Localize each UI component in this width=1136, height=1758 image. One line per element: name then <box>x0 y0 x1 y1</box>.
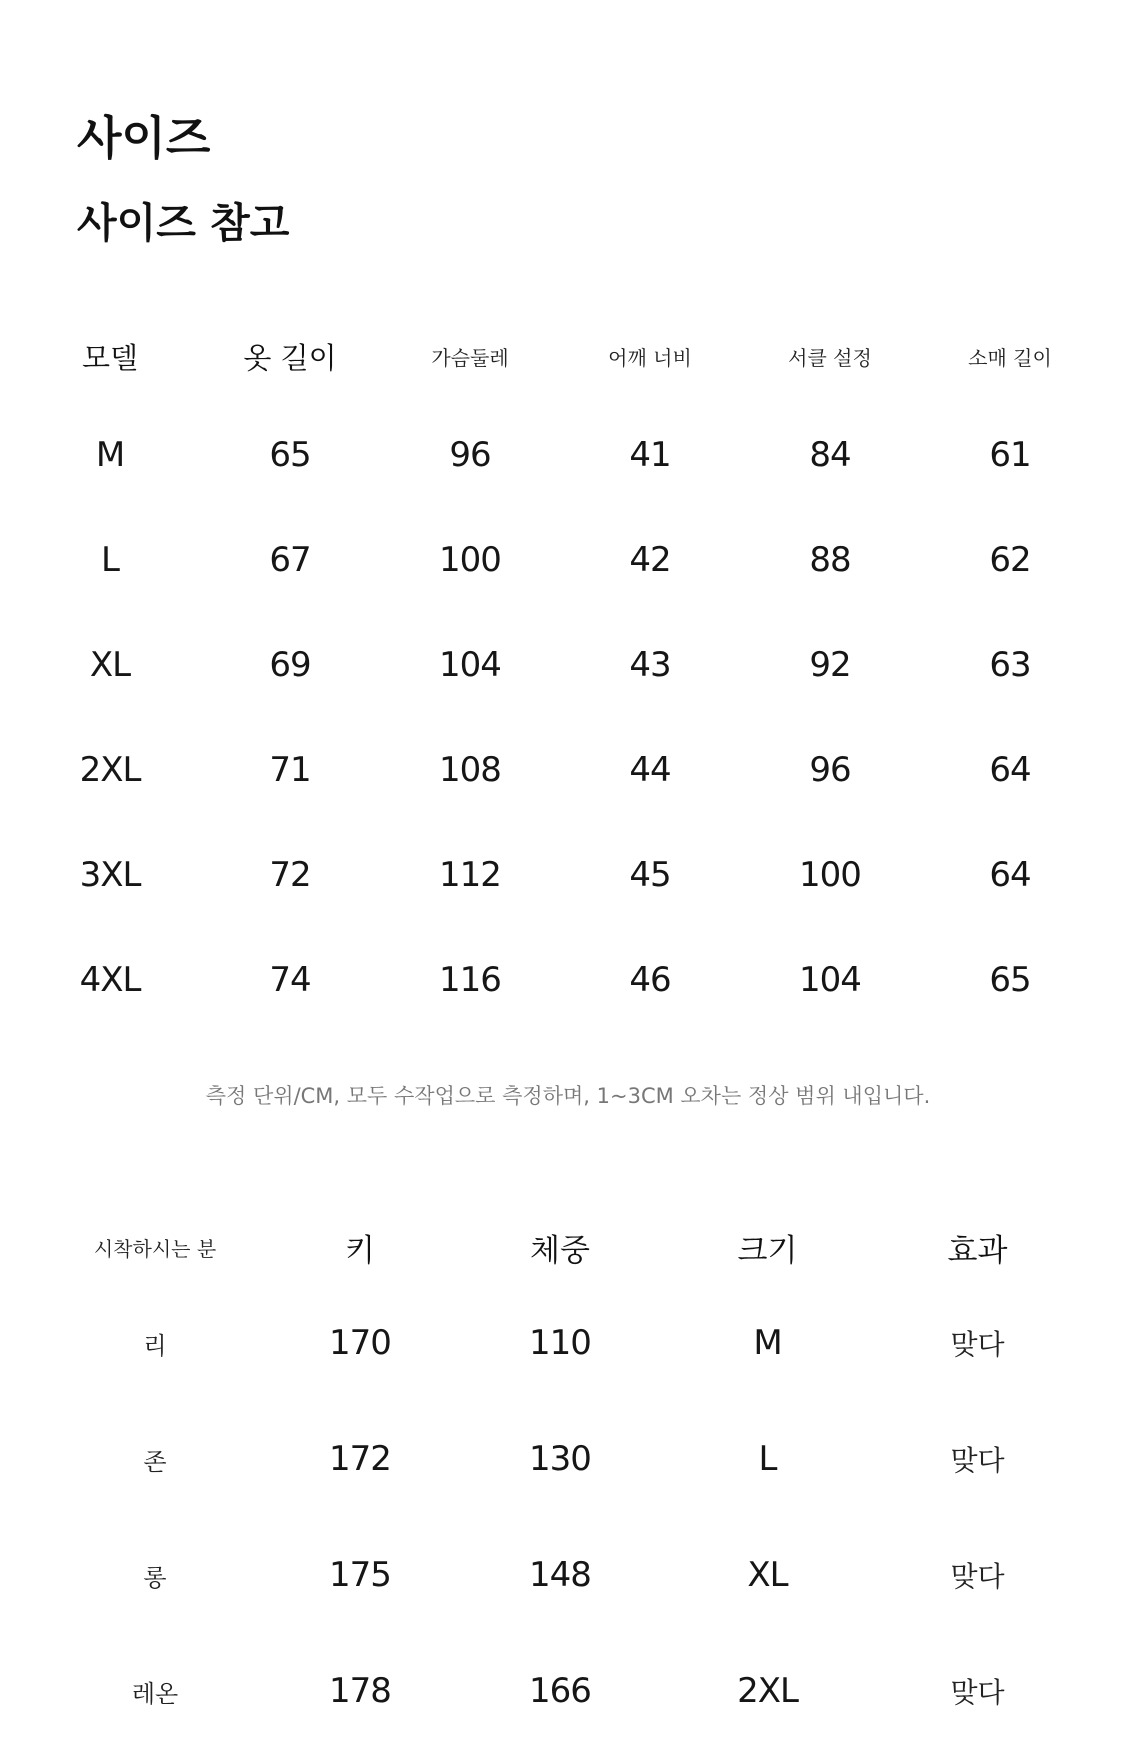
cell-hem: 88 <box>809 539 851 580</box>
cell-sleeve: 61 <box>989 434 1031 475</box>
cell-chest: 104 <box>439 644 501 685</box>
cell-height: 178 <box>329 1671 391 1711</box>
cell-size: 2XL <box>79 749 141 790</box>
cell-fit: 맞다 <box>950 1676 1005 1709</box>
cell-fit: 맞다 <box>950 1444 1005 1477</box>
column-header-fit: 효과 <box>947 1233 1008 1269</box>
cell-person: 롱 <box>143 1563 167 1592</box>
table-row <box>50 1633 1080 1749</box>
cell-size: M <box>753 1323 782 1363</box>
cell-person: 레온 <box>131 1679 179 1708</box>
table-row <box>20 612 1100 717</box>
cell-chest: 108 <box>439 749 501 790</box>
cell-size: M <box>95 434 125 475</box>
page-title: 사이즈 <box>77 111 211 165</box>
fitting-reference-table <box>50 1210 1080 1749</box>
table-row <box>20 927 1100 1032</box>
cell-weight: 130 <box>529 1439 591 1479</box>
column-header-model-person: 시착하시는 분 <box>93 1237 217 1261</box>
cell-hem: 92 <box>809 644 851 685</box>
cell-sleeve: 64 <box>989 749 1031 790</box>
column-header-hem: 서클 설정 <box>788 345 872 370</box>
column-header-chest: 가슴둘레 <box>431 345 509 370</box>
cell-person: 존 <box>143 1447 167 1476</box>
measurement-note: 측정 단위/CM, 모두 수작업으로 측정하며, 1~3CM 오차는 정상 범위 내입니다. <box>205 1084 931 1108</box>
cell-length: 71 <box>269 749 311 790</box>
column-header-model: 모델 <box>81 340 139 375</box>
table-row <box>50 1401 1080 1517</box>
column-header-weight: 체중 <box>530 1233 590 1269</box>
cell-weight: 110 <box>529 1323 591 1363</box>
cell-fit: 맞다 <box>950 1328 1005 1361</box>
cell-size: L <box>101 539 119 580</box>
column-header-height: 키 <box>345 1233 375 1269</box>
cell-chest: 112 <box>439 854 501 895</box>
cell-shoulder: 44 <box>629 749 671 790</box>
table-row <box>20 402 1100 507</box>
cell-sleeve: 63 <box>989 644 1031 685</box>
column-header-sleeve: 소매 길이 <box>968 345 1052 370</box>
cell-length: 74 <box>269 959 311 1000</box>
table-row <box>50 1285 1080 1401</box>
cell-length: 67 <box>269 539 311 580</box>
cell-size: XL <box>747 1555 788 1595</box>
cell-sleeve: 62 <box>989 539 1031 580</box>
cell-sleeve: 64 <box>989 854 1031 895</box>
table-row <box>20 717 1100 822</box>
size-chart-body <box>20 402 1100 1032</box>
cell-shoulder: 42 <box>629 539 671 580</box>
cell-height: 170 <box>329 1323 391 1363</box>
cell-shoulder: 43 <box>629 644 671 685</box>
cell-hem: 84 <box>809 434 851 475</box>
column-header-size: 크기 <box>737 1233 798 1269</box>
cell-hem: 100 <box>799 854 861 895</box>
column-header-shoulder: 어깨 너비 <box>608 345 692 370</box>
cell-hem: 104 <box>799 959 861 1000</box>
cell-chest: 96 <box>449 434 491 475</box>
cell-length: 69 <box>269 644 311 685</box>
table-row <box>20 507 1100 612</box>
cell-weight: 166 <box>529 1671 591 1711</box>
table-row <box>50 1517 1080 1633</box>
cell-size: L <box>758 1439 777 1479</box>
cell-size: 3XL <box>79 854 141 895</box>
table-row <box>20 822 1100 927</box>
cell-length: 65 <box>269 434 311 475</box>
column-header-length: 옷 길이 <box>243 340 337 375</box>
cell-weight: 148 <box>529 1555 591 1595</box>
cell-shoulder: 46 <box>629 959 671 1000</box>
cell-length: 72 <box>269 854 311 895</box>
size-chart-table <box>20 310 1100 1032</box>
size-chart-header-row <box>20 310 1100 402</box>
cell-size: 2XL <box>737 1671 798 1711</box>
cell-height: 175 <box>329 1555 391 1595</box>
cell-size: 4XL <box>79 959 141 1000</box>
cell-chest: 100 <box>439 539 501 580</box>
cell-person: 리 <box>143 1331 167 1360</box>
cell-shoulder: 41 <box>629 434 671 475</box>
cell-size: XL <box>89 644 131 685</box>
cell-height: 172 <box>329 1439 391 1479</box>
cell-fit: 맞다 <box>950 1560 1005 1593</box>
cell-chest: 116 <box>439 959 501 1000</box>
page-subtitle: 사이즈 참고 <box>77 199 290 247</box>
cell-hem: 96 <box>809 749 851 790</box>
cell-shoulder: 45 <box>629 854 671 895</box>
cell-sleeve: 65 <box>989 959 1031 1000</box>
fitting-header-row <box>50 1210 1080 1285</box>
